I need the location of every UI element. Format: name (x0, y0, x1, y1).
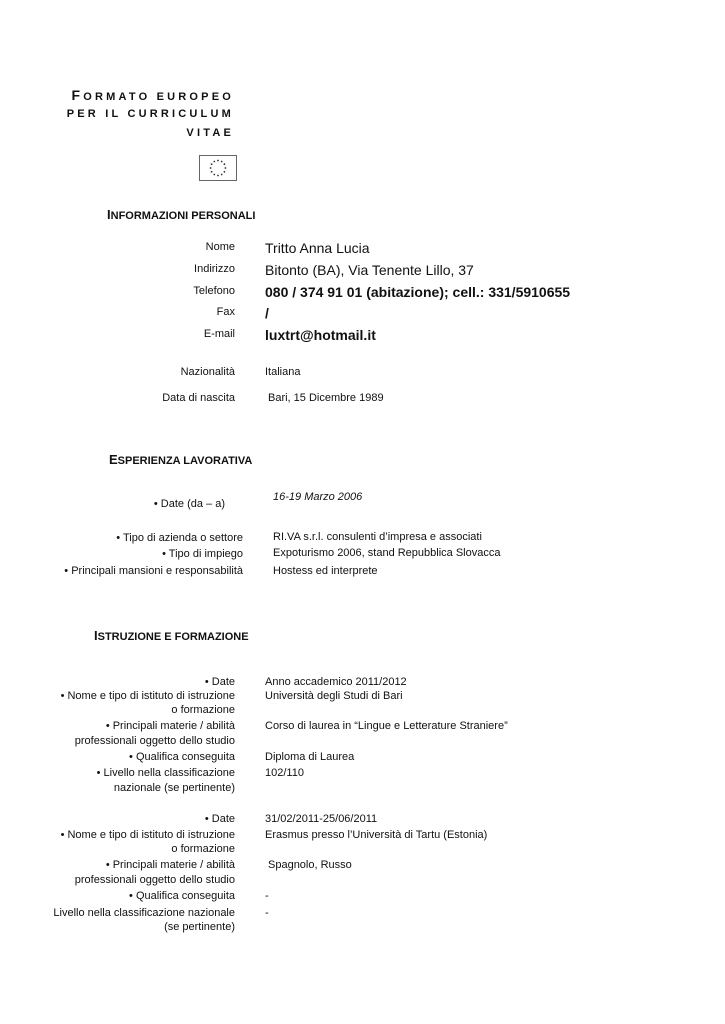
nationality-value: Italiana (265, 366, 301, 378)
edu-level-label-cont: (se pertinente) (164, 921, 235, 933)
edu-qualification-value: Diploma di Laurea (265, 751, 355, 763)
birth-label: Data di nascita (162, 392, 235, 404)
edu-date-label: • Date (204, 813, 235, 825)
edu-date-value: Anno accademico 2011/2012 (265, 676, 407, 688)
edu-level-label-cont: nazionale (se pertinente) (113, 782, 235, 794)
cv-title-line-2: PER IL CURRICULUM (66, 108, 234, 120)
edu-institute-value: Università degli Studi di Bari (265, 690, 403, 702)
edu-date-label: • Date (204, 676, 235, 688)
duties-value: Hostess ed interprete (273, 565, 378, 577)
edu-date-value: 31/02/2011-25/06/2011 (265, 813, 378, 825)
birth-value: Bari, 15 Dicembre 1989 (268, 392, 384, 404)
edu-institute-label: • Nome e tipo di istituto di istruzione (60, 690, 235, 702)
edu-subjects-label: • Principali materie / abilità (105, 859, 235, 871)
section-title-education: ISTRUZIONE E FORMAZIONE (94, 628, 249, 643)
company-label: • Tipo di azienda o settore (116, 532, 243, 544)
name-value: Tritto Anna Lucia (265, 240, 370, 256)
job-type-value: Expoturismo 2006, stand Repubblica Slovacca (273, 547, 501, 559)
eu-flag-icon (199, 155, 237, 181)
edu-subjects-label: • Principali materie / abilità (105, 720, 235, 732)
email-label: E-mail (203, 328, 235, 340)
section-title-work: ESPERIENZA LAVORATIVA (109, 452, 253, 467)
edu-subjects-value: Spagnolo, Russo (268, 859, 352, 871)
edu-subjects-label-cont: professionali oggetto dello studio (74, 874, 235, 886)
company-value: RI.VA s.r.l. consulenti d’impresa e associati (273, 531, 482, 543)
address-value: Bitonto (BA), Via Tenente Lillo, 37 (265, 262, 474, 278)
name-label: Nome (205, 241, 235, 253)
job-type-label: • Tipo di impiego (162, 548, 243, 560)
edu-qualification-label: • Qualifica conseguita (129, 751, 235, 763)
edu-level-label: Livello nella classificazione nazionale (53, 907, 235, 919)
email-value: luxtrt@hotmail.it (265, 327, 376, 343)
edu-level-label: • Livello nella classificazione (96, 767, 235, 779)
edu-qualification-value: - (265, 890, 269, 902)
address-label: Indirizzo (194, 263, 235, 275)
fax-value: / (265, 305, 269, 321)
nationality-label: Nazionalità (180, 366, 235, 378)
duties-label: • Principali mansioni e responsabilità (64, 565, 243, 577)
cv-title-line-3: VITAE (186, 127, 234, 139)
edu-qualification-label: • Qualifica conseguita (129, 890, 235, 902)
section-title-personal: INFORMAZIONI PERSONALI (107, 207, 256, 222)
work-dates-value: 16-19 Marzo 2006 (273, 491, 363, 503)
edu-institute-value: Erasmus presso l’Università di Tartu (Estonia) (265, 829, 488, 841)
edu-level-value: 102/110 (265, 767, 304, 779)
edu-institute-label: • Nome e tipo di istituto di istruzione (60, 829, 235, 841)
phone-label: Telefono (193, 285, 235, 297)
edu-subjects-label-cont: professionali oggetto dello studio (74, 735, 235, 747)
fax-label: Fax (216, 306, 235, 318)
work-dates-label: • Date (da – a) (153, 498, 225, 510)
edu-institute-label-cont: o formazione (171, 843, 235, 855)
edu-institute-label-cont: o formazione (171, 704, 235, 716)
cv-title-line-1: FORMATO EUROPEO (71, 87, 234, 103)
edu-level-value: - (265, 907, 269, 919)
edu-subjects-value: Corso di laurea in “Lingue e Letterature Straniere” (265, 720, 508, 732)
phone-value: 080 / 374 91 01 (abitazione); cell.: 331/5910655 (265, 284, 571, 300)
